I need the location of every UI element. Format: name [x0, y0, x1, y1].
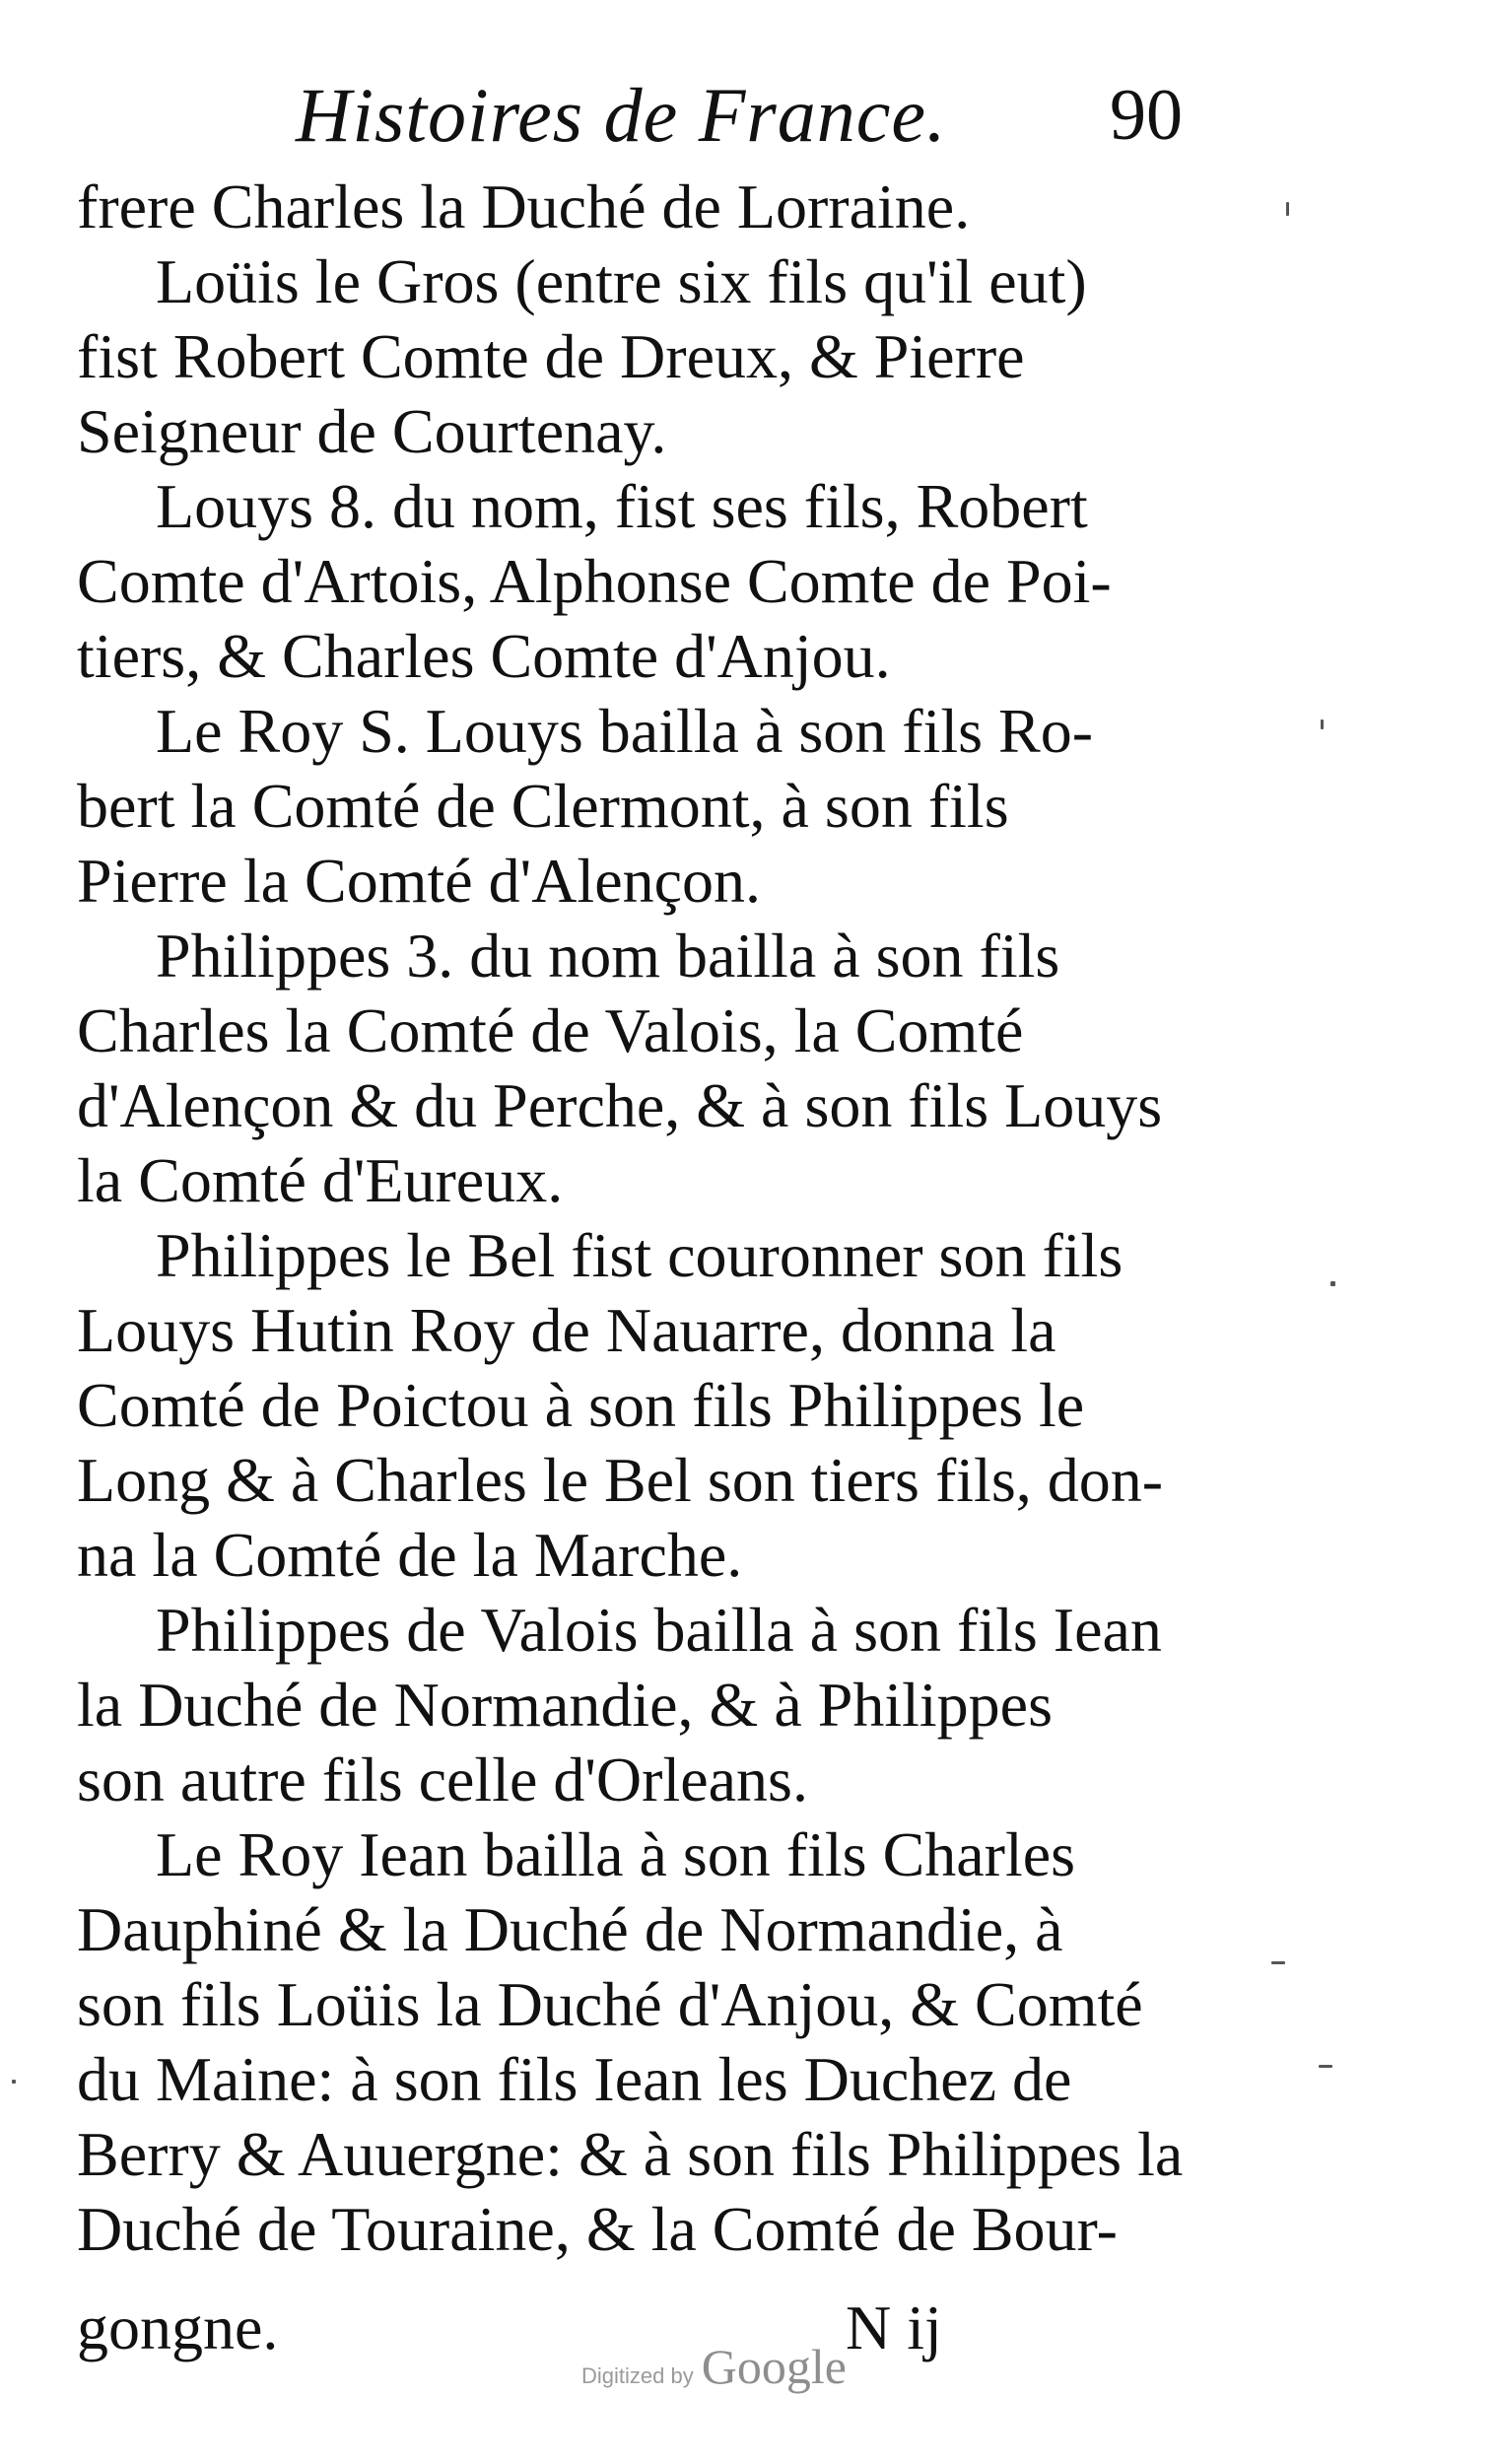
page-header — [296, 61, 1183, 170]
text-line: son autre fils celle d'Orleans. — [77, 1745, 808, 1814]
text-line: Louys 8. du nom, fist ses fils, Robert — [156, 471, 1088, 541]
text-line: bert la Comté de Clermont, à son fils — [77, 771, 1009, 841]
text-line: Comte d'Artois, Alphonse Comte de Poi- — [77, 546, 1112, 616]
signature-mark: N ij — [846, 2293, 942, 2362]
catchword: gongne. — [77, 2293, 279, 2362]
scan-speck — [1286, 202, 1289, 216]
text-line: Loüis le Gros (entre six fils qu'il eut) — [156, 246, 1087, 316]
text-line: Philippes le Bel fist couronner son fils — [156, 1220, 1124, 1290]
text-line: Le Roy S. Louys bailla à son fils Ro- — [156, 696, 1094, 766]
text-line: du Maine: à son fils Iean les Duchez de — [77, 2044, 1072, 2114]
text-line: son fils Loüis la Duché d'Anjou, & Comté — [77, 1969, 1143, 2039]
text-line: Philippes 3. du nom bailla à son fils — [156, 921, 1060, 991]
scan-speck — [1319, 2065, 1332, 2068]
text-line: tiers, & Charles Comte d'Anjou. — [77, 621, 891, 691]
text-line: Pierre la Comté d'Alençon. — [77, 846, 761, 916]
text-line: Louys Hutin Roy de Nauarre, donna la — [77, 1295, 1056, 1365]
scan-speck — [1321, 719, 1324, 729]
text-line: la Comté d'Eureux. — [77, 1145, 564, 1215]
text-line: Le Roy Iean bailla à son fils Charles — [156, 1819, 1076, 1889]
scan-speck — [1271, 1961, 1285, 1964]
text-line: na la Comté de la Marche. — [77, 1520, 743, 1590]
scan-speck — [12, 2080, 16, 2084]
text-line: Dauphiné & la Duché de Normandie, à — [77, 1894, 1063, 1964]
digitization-watermark — [581, 2338, 847, 2397]
google-logo: Google — [701, 2339, 847, 2394]
page-number: 90 — [1110, 75, 1183, 156]
running-title: Histoires de France. — [296, 72, 947, 158]
body-text — [77, 170, 1220, 2267]
text-line: Long & à Charles le Bel son tiers fils, don- — [77, 1445, 1164, 1515]
text-line: Duché de Touraine, & la Comté de Bour- — [77, 2194, 1118, 2264]
text-line: Seigneur de Courtenay. — [77, 396, 667, 466]
text-line: Charles la Comté de Valois, la Comté — [77, 995, 1024, 1065]
text-line: d'Alençon & du Perche, & à son fils Louys — [77, 1070, 1163, 1140]
text-line: la Duché de Normandie, & à Philippes — [77, 1670, 1053, 1740]
text-line: fist Robert Comte de Dreux, & Pierre — [77, 321, 1025, 391]
watermark-prefix: Digitized by — [581, 2363, 694, 2388]
text-line: Berry & Auuergne: & à son fils Philippes la — [77, 2119, 1184, 2189]
text-line: Philippes de Valois bailla à son fils Iean — [156, 1595, 1162, 1665]
text-line: frere Charles la Duché de Lorraine. — [77, 171, 971, 241]
text-line: Comté de Poictou à son fils Philippes le — [77, 1370, 1085, 1440]
scan-speck — [1330, 1281, 1335, 1286]
